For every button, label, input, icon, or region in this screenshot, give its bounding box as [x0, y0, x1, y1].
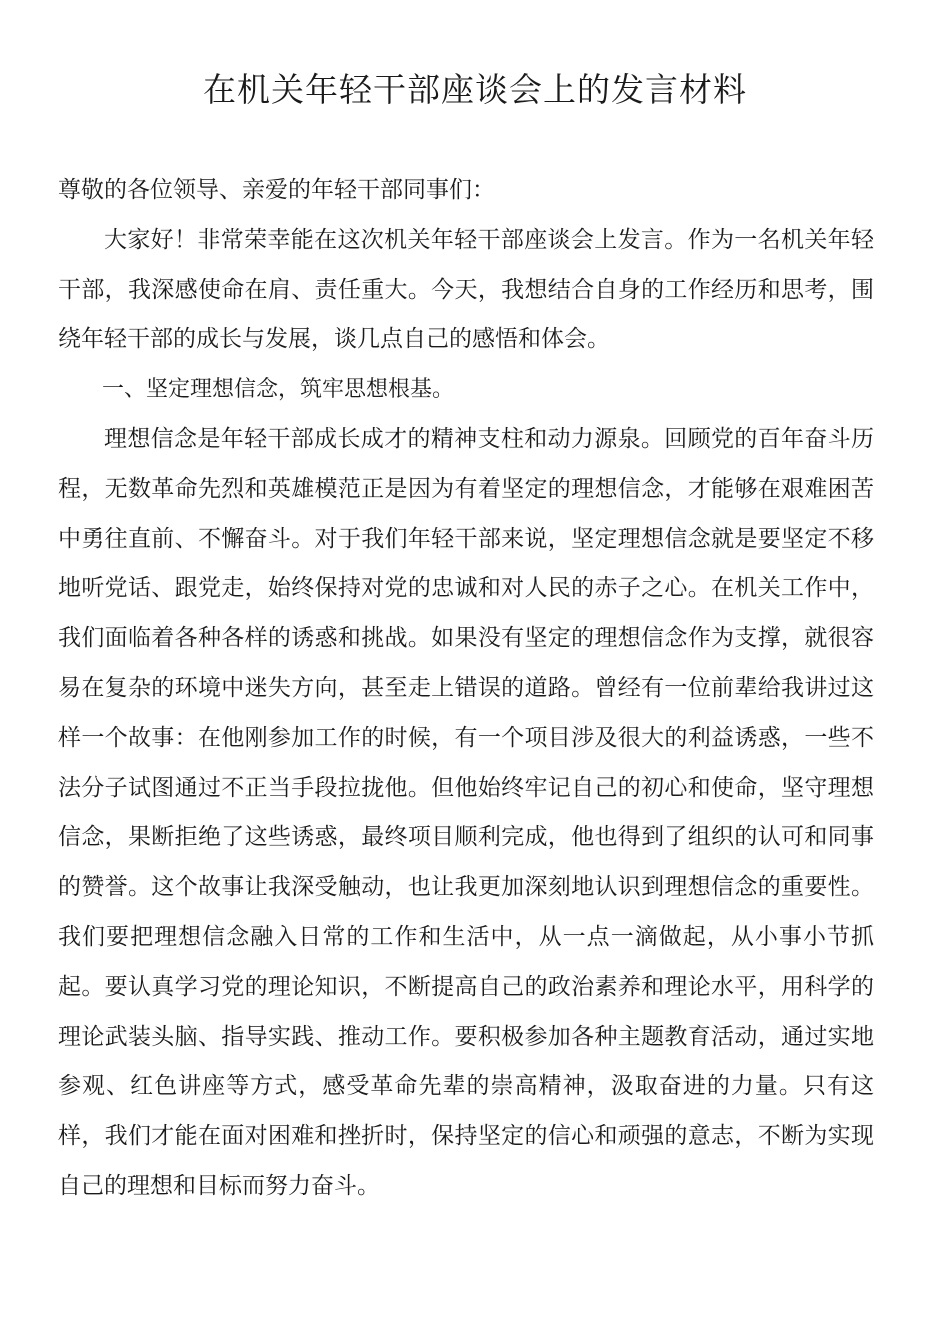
- document-body: [58, 166, 874, 1212]
- document-title: 在机关年轻干部座谈会上的发言材料: [203, 70, 747, 109]
- paragraph-opening: 大家好！非常荣幸能在这次机关年轻干部座谈会上发言。作为一名机关年轻干部，我深感使命在肩、责任重大。今天，我想结合自身的工作经历和思考，围绕年轻干部的成长与发展，谈几点自己的感悟和体会。: [58, 226, 874, 353]
- salutation: 尊敬的各位领导、亲爱的年轻干部同事们：: [58, 177, 495, 203]
- paragraph-section-1: 理想信念是年轻干部成长成才的精神支柱和动力源泉。回顾党的百年奋斗历程，无数革命先烈和英雄模范正是因为有着坚定的理想信念，才能够在艰难困苦中勇往直前、不懈奋斗。对于我们年轻干部来说，坚定理想信念就是要坚定不移地听党话、跟党走，始终保持对党的忠诚和对人民的赤子之心。在机关工作中，我们面临着各种各样的诱惑和挑战。如果没有坚定的理想信念作为支撑，就很容易在复杂的环境中迷失方向，甚至走上错误的道路。曾经有一位前辈给我讲过这样一个故事：在他刚参加工作的时候，有一个项目涉及很大的利益诱惑，一些不法分子试图通过不正当手段拉拢他。但他始终牢记自己的初心和使命，坚守理想信念，果断拒绝了这些诱惑，最终项目顺利完成，他也得到了组织的认可和同事的赞誉。这个故事让我深受触动，也让我更加深刻地认识到理想信念的重要性。我们要把理想信念融入日常的工作和生活中，从一点一滴做起，从小事小节抓起。要认真学习党的理论知识，不断提高自己的政治素养和理论水平，用科学的理论武装头脑、指导实践、推动工作。要积极参加各种主题教育活动，通过实地参观、红色讲座等方式，感受革命先辈的崇高精神，汲取奋进的力量。只有这样，我们才能在面对困难和挫折时，保持坚定的信心和顽强的意志，不断为实现自己的理想和目标而努力奋斗。: [58, 425, 874, 1199]
- section-heading-1: 一、坚定理想信念，筑牢思想根基。: [102, 377, 455, 403]
